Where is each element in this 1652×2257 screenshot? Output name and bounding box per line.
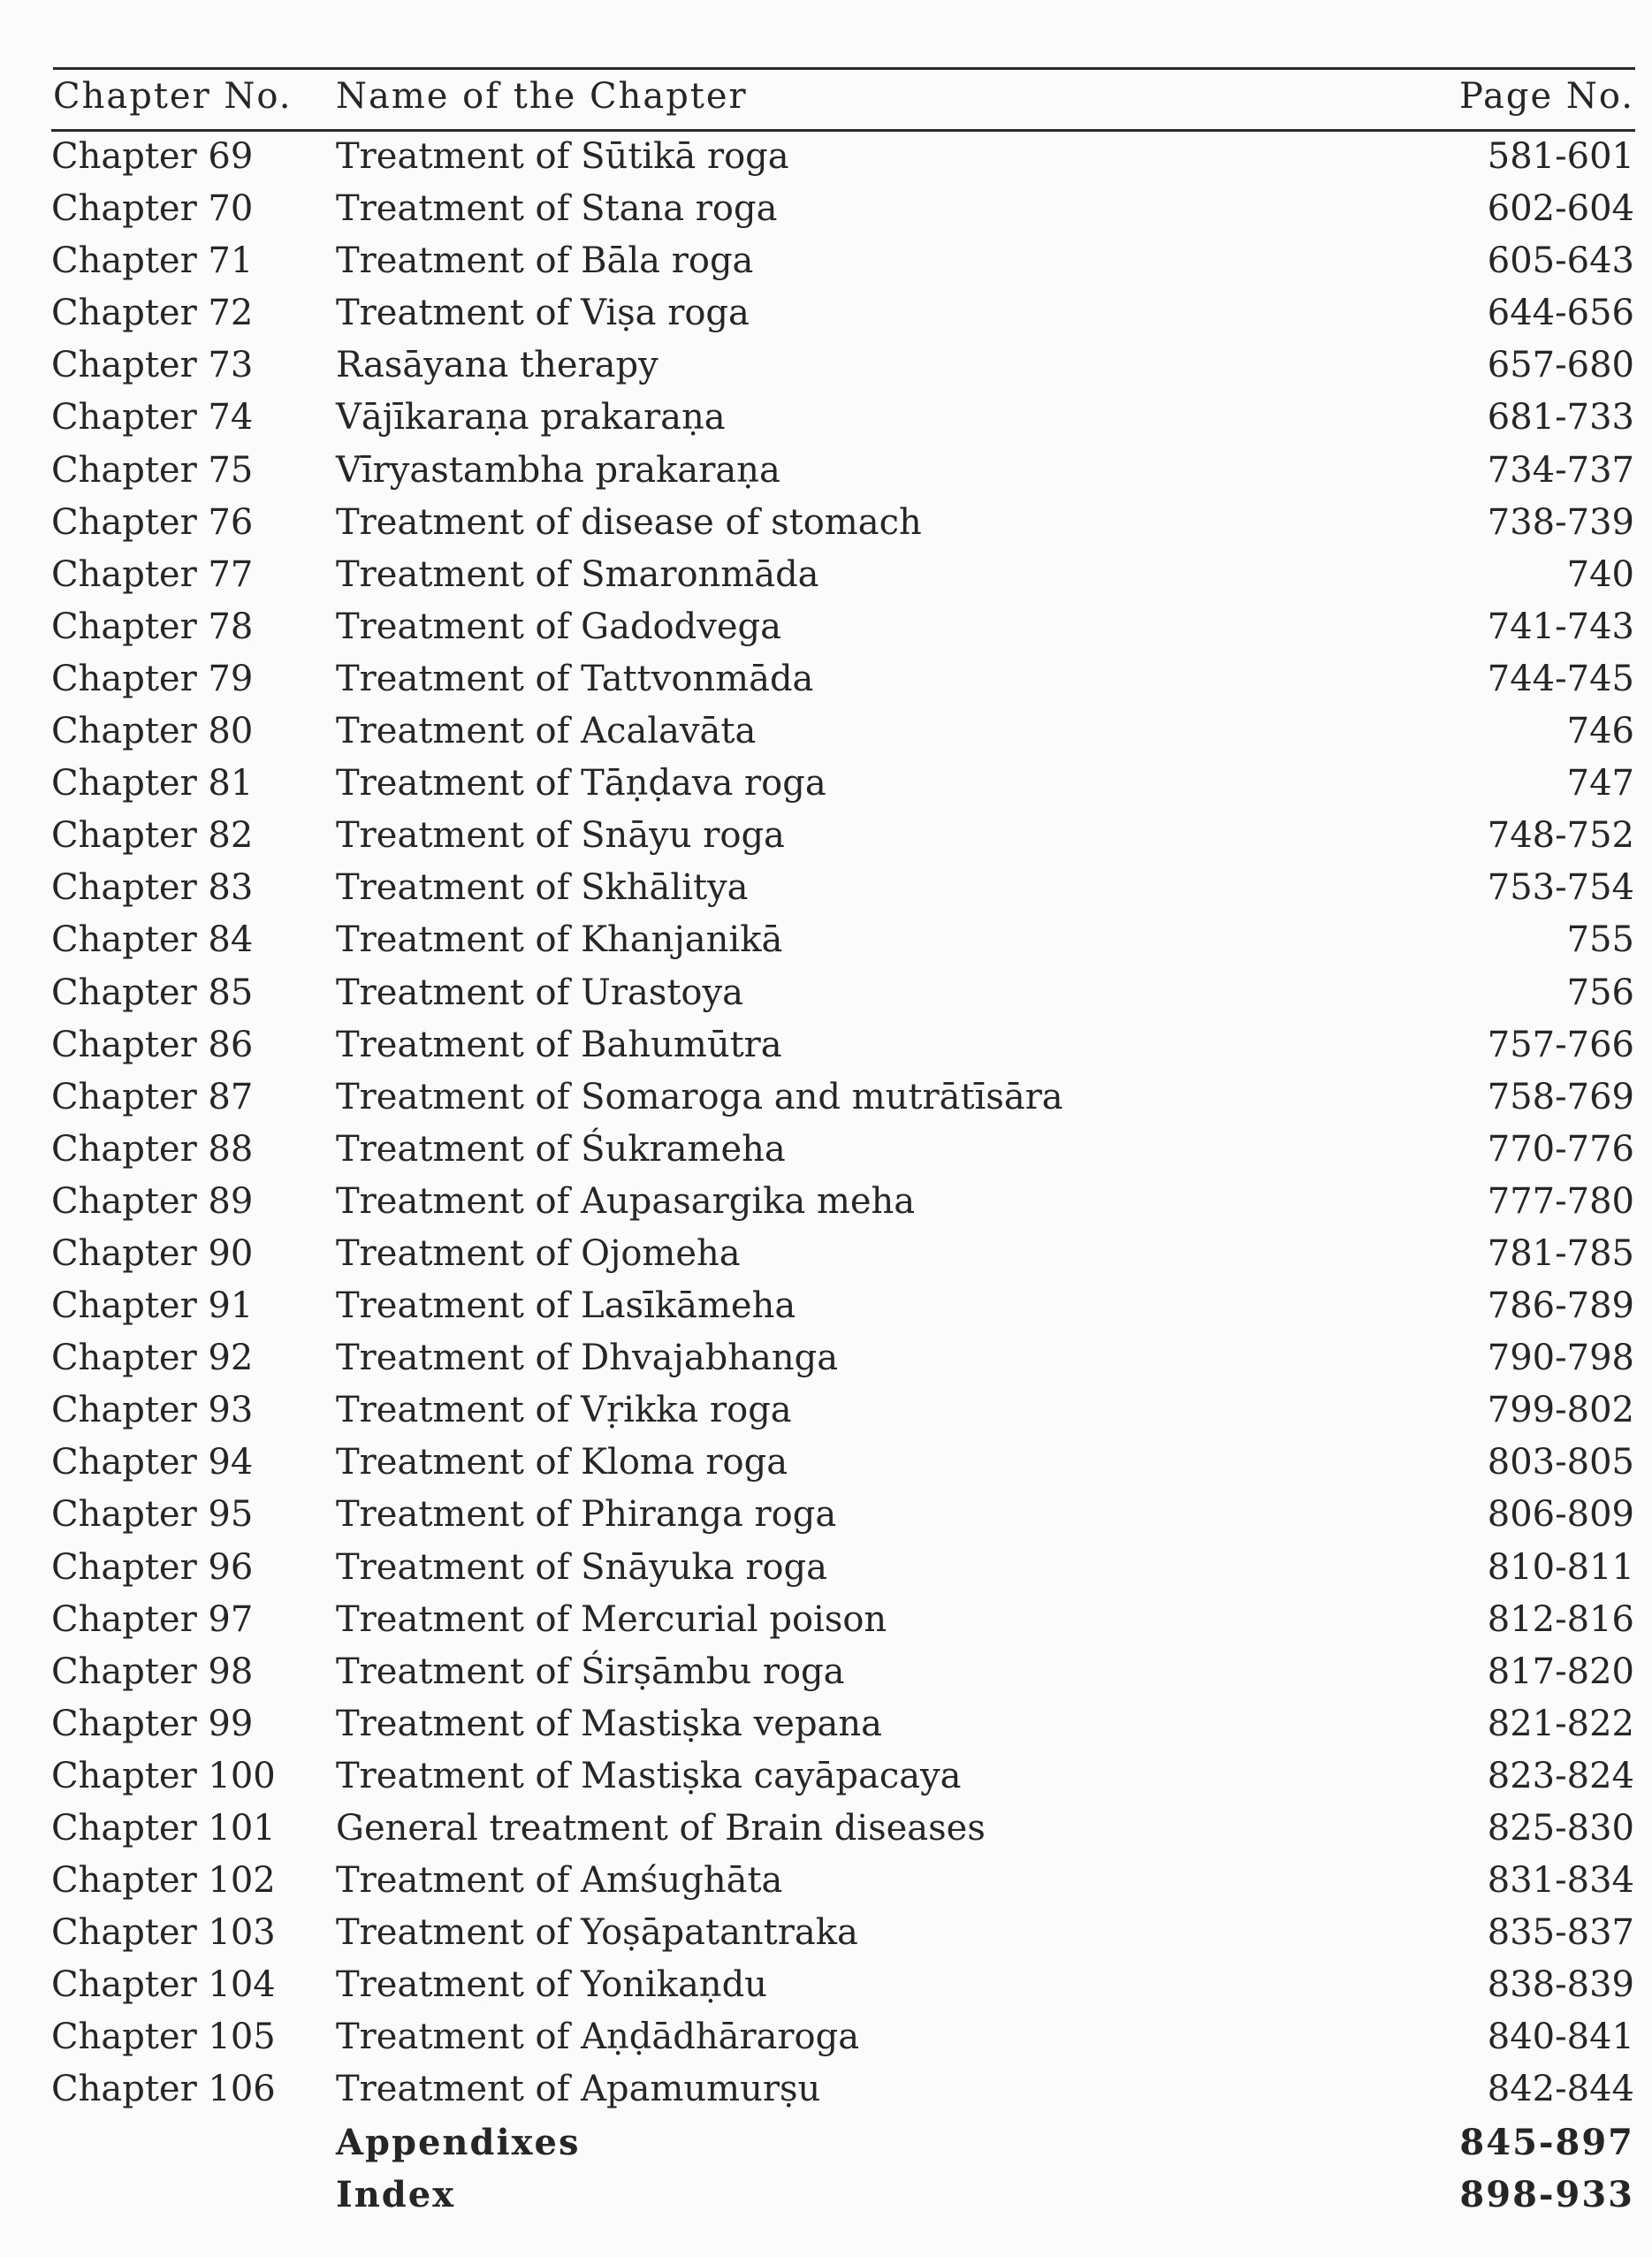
chapter-name: Treatment of Lasīkāmeha bbox=[336, 1285, 796, 1327]
chapter-number: Chapter 76 bbox=[51, 501, 254, 543]
table-row bbox=[0, 1752, 1652, 1804]
table-header bbox=[0, 71, 1652, 124]
chapter-number: Chapter 91 bbox=[51, 1285, 254, 1327]
table-row bbox=[0, 759, 1652, 812]
chapter-name: Vīryastambha prakaraṇa bbox=[336, 449, 780, 491]
table-row bbox=[0, 1961, 1652, 2013]
page-range: 602-604 bbox=[1487, 188, 1634, 230]
page-range: 777-780 bbox=[1487, 1180, 1634, 1222]
contents-table bbox=[0, 133, 1652, 2223]
page-range: 605-643 bbox=[1487, 240, 1634, 282]
page-range: 823-824 bbox=[1487, 1755, 1634, 1796]
chapter-name: Treatment of Sūtikā roga bbox=[336, 136, 789, 177]
chapter-number: Chapter 84 bbox=[51, 919, 254, 961]
chapter-name: Treatment of Apamumurṣu bbox=[336, 2069, 821, 2110]
page-range: 825-830 bbox=[1487, 1808, 1634, 1849]
chapter-number: Chapter 101 bbox=[51, 1808, 276, 1849]
chapter-number: Chapter 85 bbox=[51, 972, 254, 1013]
chapter-name: Treatment of Mastiṣka vepana bbox=[336, 1703, 883, 1744]
chapter-number: Chapter 95 bbox=[51, 1494, 254, 1536]
chapter-name: Treatment of Bahumūtra bbox=[336, 1024, 782, 1065]
table-row bbox=[0, 393, 1652, 446]
page-range: 842-844 bbox=[1487, 2069, 1634, 2110]
table-row bbox=[0, 1700, 1652, 1752]
chapter-name: Treatment of Mastiṣka cayāpacaya bbox=[336, 1755, 962, 1796]
table-row bbox=[0, 1073, 1652, 1125]
chapter-name: Treatment of Urastoya bbox=[336, 972, 743, 1013]
chapter-number: Chapter 81 bbox=[51, 763, 254, 804]
page-range: 845-897 bbox=[1459, 2121, 1634, 2163]
chapter-number: Chapter 93 bbox=[51, 1390, 254, 1431]
page-range: 770-776 bbox=[1487, 1128, 1634, 1170]
table-row bbox=[0, 2118, 1652, 2170]
table-row bbox=[0, 185, 1652, 237]
chapter-name: Treatment of Tattvonmāda bbox=[336, 658, 814, 699]
table-row bbox=[0, 916, 1652, 968]
table-row bbox=[0, 1386, 1652, 1438]
page-range: 812-816 bbox=[1487, 1598, 1634, 1640]
page-range: 740 bbox=[1566, 553, 1634, 595]
table-row bbox=[0, 812, 1652, 864]
table-row bbox=[0, 446, 1652, 499]
page-range: 581-601 bbox=[1487, 136, 1634, 177]
table-row bbox=[0, 1021, 1652, 1073]
chapter-name: Treatment of Śirṣāmbu roga bbox=[336, 1651, 845, 1692]
chapter-number: Chapter 79 bbox=[51, 658, 254, 699]
page-range: 758-769 bbox=[1487, 1076, 1634, 1117]
chapter-name: Treatment of disease of stomach bbox=[336, 501, 922, 543]
chapter-name: General treatment of Brain diseases bbox=[336, 1808, 986, 1849]
chapter-name: Treatment of Aṇḍādhāraroga bbox=[336, 2017, 860, 2058]
table-row bbox=[0, 1438, 1652, 1491]
chapter-name: Rasāyana therapy bbox=[336, 345, 659, 386]
table-row bbox=[0, 2170, 1652, 2223]
chapter-name: Treatment of Yoṣāpatantraka bbox=[336, 1912, 858, 1954]
page-range: 806-809 bbox=[1487, 1494, 1634, 1536]
page-range: 810-811 bbox=[1487, 1546, 1634, 1588]
header-chapter-no: Chapter No. bbox=[53, 76, 293, 117]
top-rule bbox=[53, 67, 1635, 70]
page-range: 840-841 bbox=[1487, 2017, 1634, 2058]
chapter-name: Treatment of Amśughāta bbox=[336, 1860, 783, 1902]
chapter-number: Chapter 73 bbox=[51, 345, 254, 386]
page-range: 681-733 bbox=[1487, 397, 1634, 438]
page-range: 757-766 bbox=[1487, 1024, 1634, 1065]
table-row bbox=[0, 655, 1652, 707]
chapter-name: Treatment of Dhvajabhanga bbox=[336, 1338, 839, 1379]
page-range: 803-805 bbox=[1487, 1442, 1634, 1483]
chapter-name: Treatment of Skhālitya bbox=[336, 867, 749, 909]
chapter-number: Chapter 103 bbox=[51, 1912, 276, 1954]
chapter-name: Treatment of Mercurial poison bbox=[336, 1598, 887, 1640]
table-row bbox=[0, 133, 1652, 185]
chapter-name: Treatment of Śukrameha bbox=[336, 1128, 786, 1170]
chapter-number: Chapter 72 bbox=[51, 293, 254, 334]
header-chapter-name: Name of the Chapter bbox=[336, 76, 748, 117]
table-row bbox=[0, 2013, 1652, 2065]
chapter-number: Chapter 77 bbox=[51, 553, 254, 595]
table-row bbox=[0, 1334, 1652, 1386]
chapter-name: Index bbox=[336, 2173, 456, 2215]
chapter-number: Chapter 90 bbox=[51, 1232, 254, 1274]
table-row bbox=[0, 1230, 1652, 1282]
page-range: 746 bbox=[1566, 711, 1634, 752]
chapter-name: Treatment of Acalavāta bbox=[336, 711, 757, 752]
page-range: 734-737 bbox=[1487, 449, 1634, 491]
page-range: 753-754 bbox=[1487, 867, 1634, 909]
page-range: 744-745 bbox=[1487, 658, 1634, 699]
chapter-number: Chapter 100 bbox=[51, 1755, 276, 1796]
chapter-name: Treatment of Tāṇḍava roga bbox=[336, 763, 826, 804]
table-row bbox=[0, 1909, 1652, 1961]
table-row bbox=[0, 1282, 1652, 1334]
table-row bbox=[0, 2065, 1652, 2117]
page-range: 817-820 bbox=[1487, 1651, 1634, 1692]
page-range: 756 bbox=[1566, 972, 1634, 1013]
table-row bbox=[0, 289, 1652, 341]
chapter-number: Chapter 71 bbox=[51, 240, 254, 282]
chapter-name: Treatment of Khanjanikā bbox=[336, 919, 783, 961]
chapter-number: Chapter 105 bbox=[51, 2017, 276, 2058]
chapter-name: Treatment of Aupasargika meha bbox=[336, 1180, 916, 1222]
page-range: 835-837 bbox=[1487, 1912, 1634, 1954]
page-range: 738-739 bbox=[1487, 501, 1634, 543]
chapter-name: Treatment of Snāyu roga bbox=[336, 815, 785, 857]
page-range: 741-743 bbox=[1487, 606, 1634, 647]
chapter-name: Treatment of Vṛikka roga bbox=[336, 1390, 792, 1431]
chapter-number: Chapter 86 bbox=[51, 1024, 254, 1065]
table-row bbox=[0, 499, 1652, 551]
chapter-name: Treatment of Bāla roga bbox=[336, 240, 754, 282]
chapter-number: Chapter 98 bbox=[51, 1651, 254, 1692]
page-range: 748-752 bbox=[1487, 815, 1634, 857]
header-rule bbox=[51, 129, 1635, 132]
chapter-name: Treatment of Viṣa roga bbox=[336, 293, 750, 334]
chapter-number: Chapter 80 bbox=[51, 711, 254, 752]
chapter-number: Chapter 99 bbox=[51, 1703, 254, 1744]
chapter-number: Chapter 102 bbox=[51, 1860, 276, 1902]
chapter-name: Treatment of Smaronmāda bbox=[336, 553, 819, 595]
page-range: 831-834 bbox=[1487, 1860, 1634, 1902]
chapter-number: Chapter 83 bbox=[51, 867, 254, 909]
table-row bbox=[0, 1125, 1652, 1178]
page-range: 821-822 bbox=[1487, 1703, 1634, 1744]
table-row bbox=[0, 969, 1652, 1021]
chapter-number: Chapter 89 bbox=[51, 1180, 254, 1222]
chapter-number: Chapter 97 bbox=[51, 1598, 254, 1640]
chapter-name: Treatment of Ojomeha bbox=[336, 1232, 741, 1274]
chapter-name: Vājīkaraṇa prakaraṇa bbox=[336, 397, 726, 438]
chapter-name: Appendixes bbox=[336, 2121, 581, 2163]
chapter-number: Chapter 70 bbox=[51, 188, 254, 230]
chapter-number: Chapter 87 bbox=[51, 1076, 254, 1117]
table-row bbox=[0, 864, 1652, 916]
table-row bbox=[0, 1544, 1652, 1596]
page-range: 657-680 bbox=[1487, 345, 1634, 386]
chapter-number: Chapter 106 bbox=[51, 2069, 276, 2110]
page-range: 838-839 bbox=[1487, 1964, 1634, 2006]
chapter-number: Chapter 88 bbox=[51, 1128, 254, 1170]
table-row bbox=[0, 1178, 1652, 1230]
page-range: 747 bbox=[1566, 763, 1634, 804]
table-row bbox=[0, 551, 1652, 603]
page-range: 898-933 bbox=[1459, 2173, 1634, 2215]
chapter-name: Treatment of Phiranga roga bbox=[336, 1494, 837, 1536]
chapter-name: Treatment of Kloma roga bbox=[336, 1442, 788, 1483]
chapter-number: Chapter 69 bbox=[51, 136, 254, 177]
header-page-no: Page No. bbox=[1458, 76, 1634, 117]
page-range: 644-656 bbox=[1487, 293, 1634, 334]
table-row bbox=[0, 1648, 1652, 1700]
page-range: 799-802 bbox=[1487, 1390, 1634, 1431]
chapter-number: Chapter 92 bbox=[51, 1338, 254, 1379]
chapter-name: Treatment of Somaroga and mutrātīsāra bbox=[336, 1076, 1063, 1117]
chapter-number: Chapter 96 bbox=[51, 1546, 254, 1588]
page-range: 755 bbox=[1566, 919, 1634, 961]
table-row bbox=[0, 1804, 1652, 1857]
chapter-name: Treatment of Stana roga bbox=[336, 188, 778, 230]
table-row bbox=[0, 1857, 1652, 1909]
page-range: 786-789 bbox=[1487, 1285, 1634, 1327]
chapter-number: Chapter 82 bbox=[51, 815, 254, 857]
chapter-number: Chapter 94 bbox=[51, 1442, 254, 1483]
chapter-name: Treatment of Snāyuka roga bbox=[336, 1546, 827, 1588]
page-range: 790-798 bbox=[1487, 1338, 1634, 1379]
table-row bbox=[0, 1596, 1652, 1648]
chapter-number: Chapter 78 bbox=[51, 606, 254, 647]
chapter-name: Treatment of Gadodvega bbox=[336, 606, 781, 647]
chapter-number: Chapter 104 bbox=[51, 1964, 276, 2006]
table-row bbox=[0, 603, 1652, 655]
table-row bbox=[0, 707, 1652, 759]
chapter-number: Chapter 74 bbox=[51, 397, 254, 438]
table-row bbox=[0, 237, 1652, 289]
page-range: 781-785 bbox=[1487, 1232, 1634, 1274]
table-row bbox=[0, 1491, 1652, 1543]
chapter-number: Chapter 75 bbox=[51, 449, 254, 491]
table-row bbox=[0, 341, 1652, 393]
chapter-name: Treatment of Yonikaṇdu bbox=[336, 1964, 767, 2006]
